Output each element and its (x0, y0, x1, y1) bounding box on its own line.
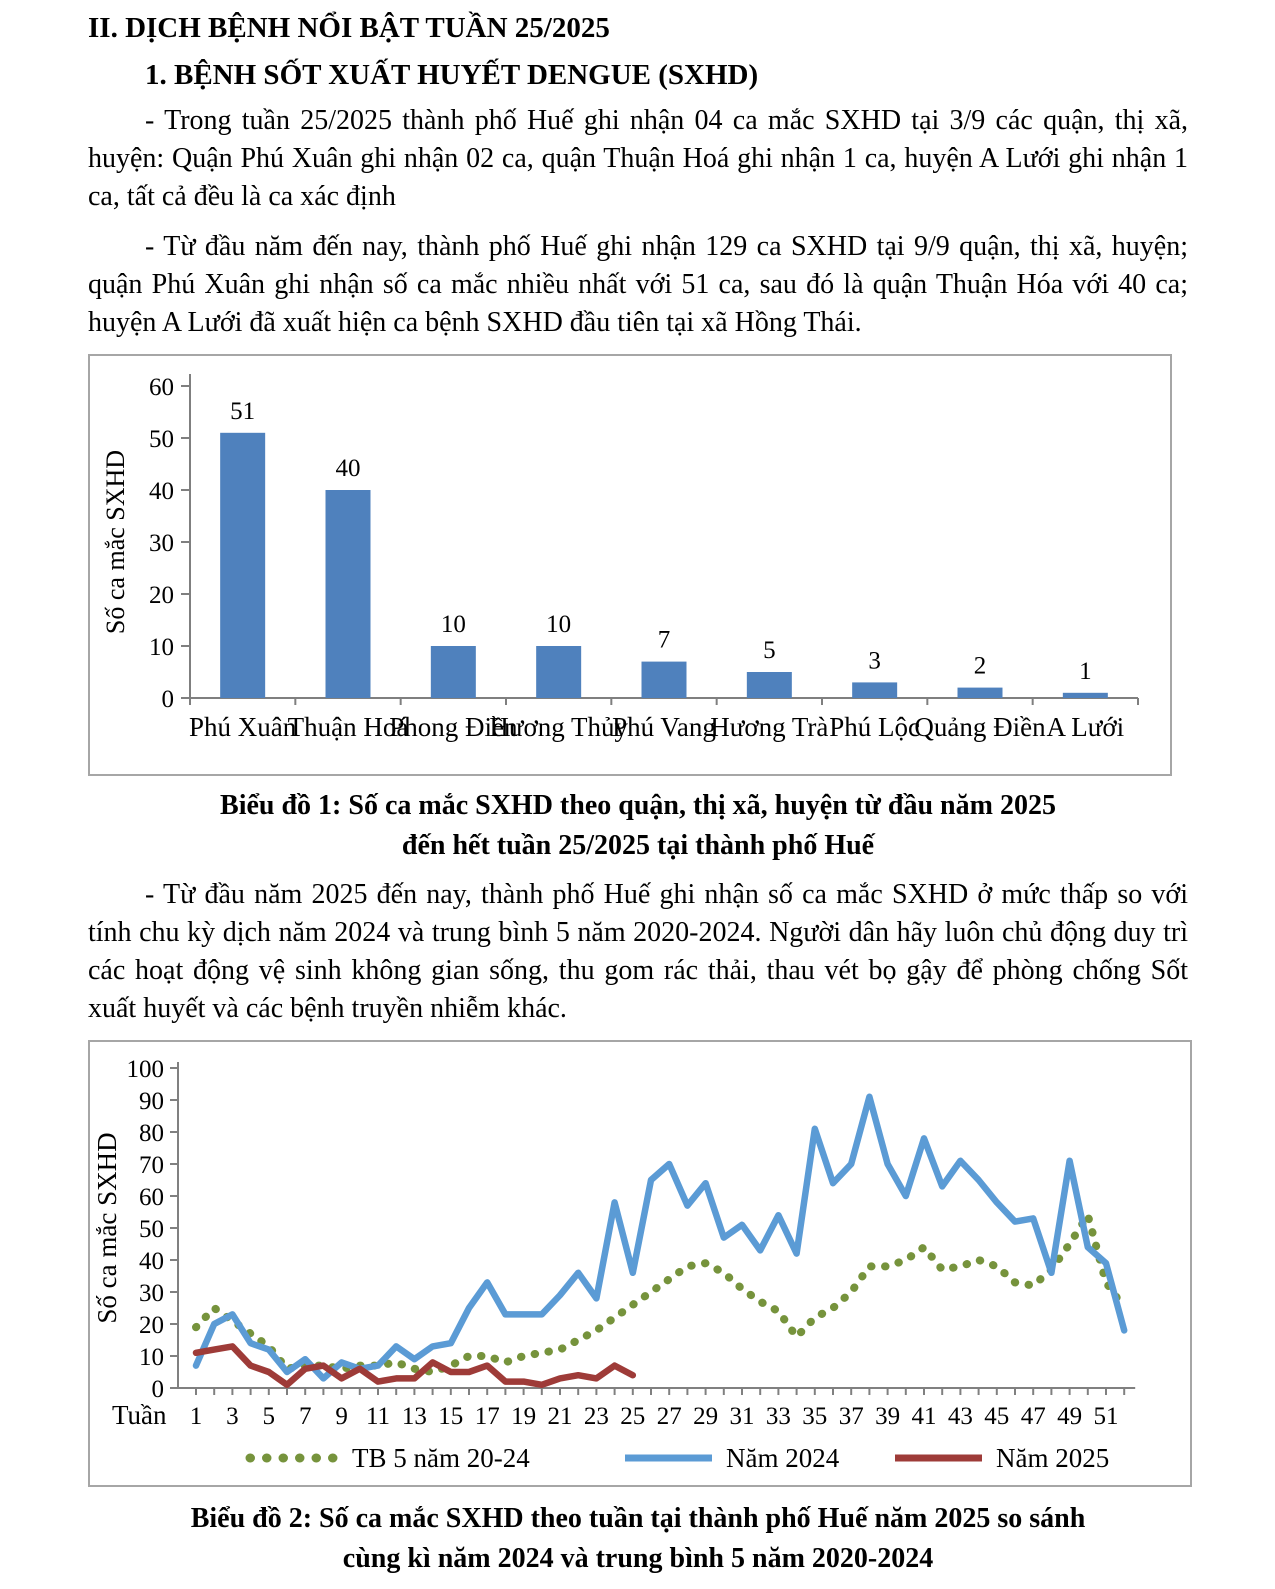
legend-label-0: TB 5 năm 20-24 (352, 1443, 530, 1473)
y-tick-label: 100 (126, 1056, 164, 1083)
y-tick-label: 0 (161, 686, 174, 713)
x-tick-label: 45 (984, 1403, 1010, 1430)
y-tick-label: 40 (139, 1248, 164, 1275)
x-tick-label: 25 (620, 1403, 646, 1430)
series-line-1 (196, 1097, 1124, 1379)
x-tick-label: 39 (875, 1403, 901, 1430)
chart1-caption (88, 786, 1188, 866)
x-tick-label: 21 (547, 1403, 573, 1430)
x-tick-label: 17 (474, 1403, 500, 1430)
line-chart-sxhd-by-week (90, 1042, 1186, 1485)
y-tick-label: 90 (139, 1088, 164, 1115)
y-tick-label: 50 (149, 426, 174, 453)
x-tick-label: 29 (693, 1403, 719, 1430)
y-tick-label: 20 (149, 582, 174, 609)
chart1-caption-line1: Biểu đồ 1: Số ca mắc SXHD theo quận, thị xã, huyện từ đầu năm 2025 (220, 790, 1056, 821)
paragraph-week-summary: - Trong tuần 25/2025 thành phố Huế ghi nhận 04 ca mắc SXHD tại 3/9 các quận, thị xã, huyện: Quận Phú Xuân ghi nhận 02 ca, quận Thuận Hoá ghi nhận 1 ca, huyện A Lưới ghi nhận 1 ca, tất cả đều là ca xác định (88, 105, 1188, 212)
x-tick-label: 23 (583, 1403, 609, 1430)
y-tick-label: 60 (139, 1184, 164, 1211)
y-tick-label: 80 (139, 1120, 164, 1147)
y-tick-label: 20 (139, 1312, 164, 1339)
legend-label-2: Năm 2025 (996, 1443, 1110, 1473)
x-tick-label: 3 (226, 1403, 239, 1430)
x-tick-label: 1 (189, 1403, 203, 1430)
bar (326, 490, 371, 698)
x-axis-title: Tuần (112, 1400, 167, 1430)
y-axis-title: Số ca mắc SXHD (92, 1132, 122, 1324)
bar-category-label: Phú Lộc (829, 712, 921, 742)
x-tick-label: 33 (765, 1403, 791, 1430)
x-tick-label: 49 (1057, 1403, 1083, 1430)
x-tick-label: 41 (911, 1403, 937, 1430)
bar (220, 433, 265, 698)
bar (852, 682, 897, 698)
bar-value-label: 2 (973, 652, 987, 680)
y-tick-label: 60 (149, 374, 174, 401)
x-tick-label: 27 (656, 1403, 682, 1430)
x-tick-label: 35 (802, 1403, 828, 1430)
y-tick-label: 10 (149, 634, 174, 661)
x-tick-label: 11 (365, 1403, 391, 1430)
bar-category-label: Hương Thủy (489, 712, 629, 742)
x-tick-label: 7 (298, 1403, 312, 1430)
y-tick-label: 10 (139, 1344, 164, 1371)
chart2-caption-line2: cùng kì năm 2024 và trung bình 5 năm 2020-2024 (342, 1543, 934, 1574)
line-chart-frame (88, 1040, 1192, 1487)
bar (431, 646, 476, 698)
bar (958, 688, 1003, 698)
x-tick-label: 31 (729, 1403, 755, 1430)
x-tick-label: 47 (1020, 1403, 1046, 1430)
bar-value-label: 3 (868, 647, 881, 675)
chart1-caption-line2: đến hết tuần 25/2025 tại thành phố Huế (401, 830, 875, 861)
bar-category-label: Phú Vang (612, 712, 716, 742)
bar-chart-sxhd-by-district (90, 356, 1166, 774)
y-tick-label: 0 (151, 1376, 164, 1403)
bar-chart-frame (88, 354, 1172, 776)
bar-category-label: Thuận Hoá (287, 712, 409, 742)
x-tick-label: 43 (947, 1403, 973, 1430)
bar-value-label: 7 (657, 626, 671, 654)
bar-category-label: Phong Điền (389, 712, 518, 742)
bar (747, 672, 792, 698)
chart2-caption (88, 1499, 1188, 1579)
x-tick-label: 5 (262, 1403, 276, 1430)
y-tick-label: 50 (139, 1216, 164, 1243)
x-tick-label: 37 (838, 1403, 864, 1430)
x-tick-label: 9 (335, 1403, 348, 1430)
y-axis-title: Số ca mắc SXHD (101, 449, 130, 635)
bar-category-label: A Lưới (1046, 712, 1125, 742)
bar (536, 646, 581, 698)
bar-value-label: 51 (230, 397, 256, 425)
y-tick-label: 30 (139, 1280, 164, 1307)
y-tick-label: 40 (149, 478, 174, 505)
bar-value-label: 1 (1079, 657, 1092, 685)
disease-heading: 1. BỆNH SỐT XUẤT HUYẾT DENGUE (SXHD) (145, 59, 759, 91)
section-heading: II. DỊCH BỆNH NỔI BẬT TUẦN 25/2025 (88, 12, 610, 44)
x-tick-label: 13 (401, 1403, 427, 1430)
x-tick-label: 19 (511, 1403, 537, 1430)
paragraph-ytd-summary: - Từ đầu năm đến nay, thành phố Huế ghi nhận 129 ca SXHD tại 9/9 quận, thị xã, huyện; quận Phú Xuân ghi nhận số ca mắc nhiều nhất với 51 ca, sau đó là quận Thuận Hóa với 40 ca; huyện A Lưới đã xuất hiện ca bệnh SXHD đầu tiên tại xã Hồng Thái. (88, 231, 1188, 338)
y-tick-label: 30 (149, 530, 174, 557)
bar (642, 662, 687, 698)
bar-value-label: 5 (763, 637, 776, 664)
bar-value-label: 40 (335, 455, 361, 482)
bar-category-label: Hương Trà (710, 712, 829, 742)
x-tick-label: 15 (438, 1403, 464, 1430)
paragraph-comparison: - Từ đầu năm 2025 đến nay, thành phố Huế ghi nhận số ca mắc SXHD ở mức thấp so với tính chu kỳ dịch năm 2024 và trung bình 5 năm 2020-2024. Người dân hãy luôn chủ động duy trì các hoạt động vệ sinh không gian sống, thu gom rác thải, thau vét bọ gậy để phòng chống Sốt xuất huyết và các bệnh truyền nhiễm khác. (88, 879, 1188, 1024)
chart2-caption-line1: Biểu đồ 2: Số ca mắc SXHD theo tuần tại thành phố Huế năm 2025 so sánh (190, 1503, 1086, 1534)
bar-category-label: Quảng Điền (914, 712, 1046, 742)
bar-value-label: 10 (440, 611, 466, 638)
series-line-0 (196, 1215, 1124, 1372)
bar-category-label: Phú Xuân (189, 712, 297, 742)
bar (1063, 693, 1108, 698)
legend-label-1: Năm 2024 (726, 1443, 840, 1473)
y-tick-label: 70 (139, 1152, 164, 1179)
bar-value-label: 10 (546, 611, 572, 638)
x-tick-label: 51 (1093, 1403, 1119, 1430)
